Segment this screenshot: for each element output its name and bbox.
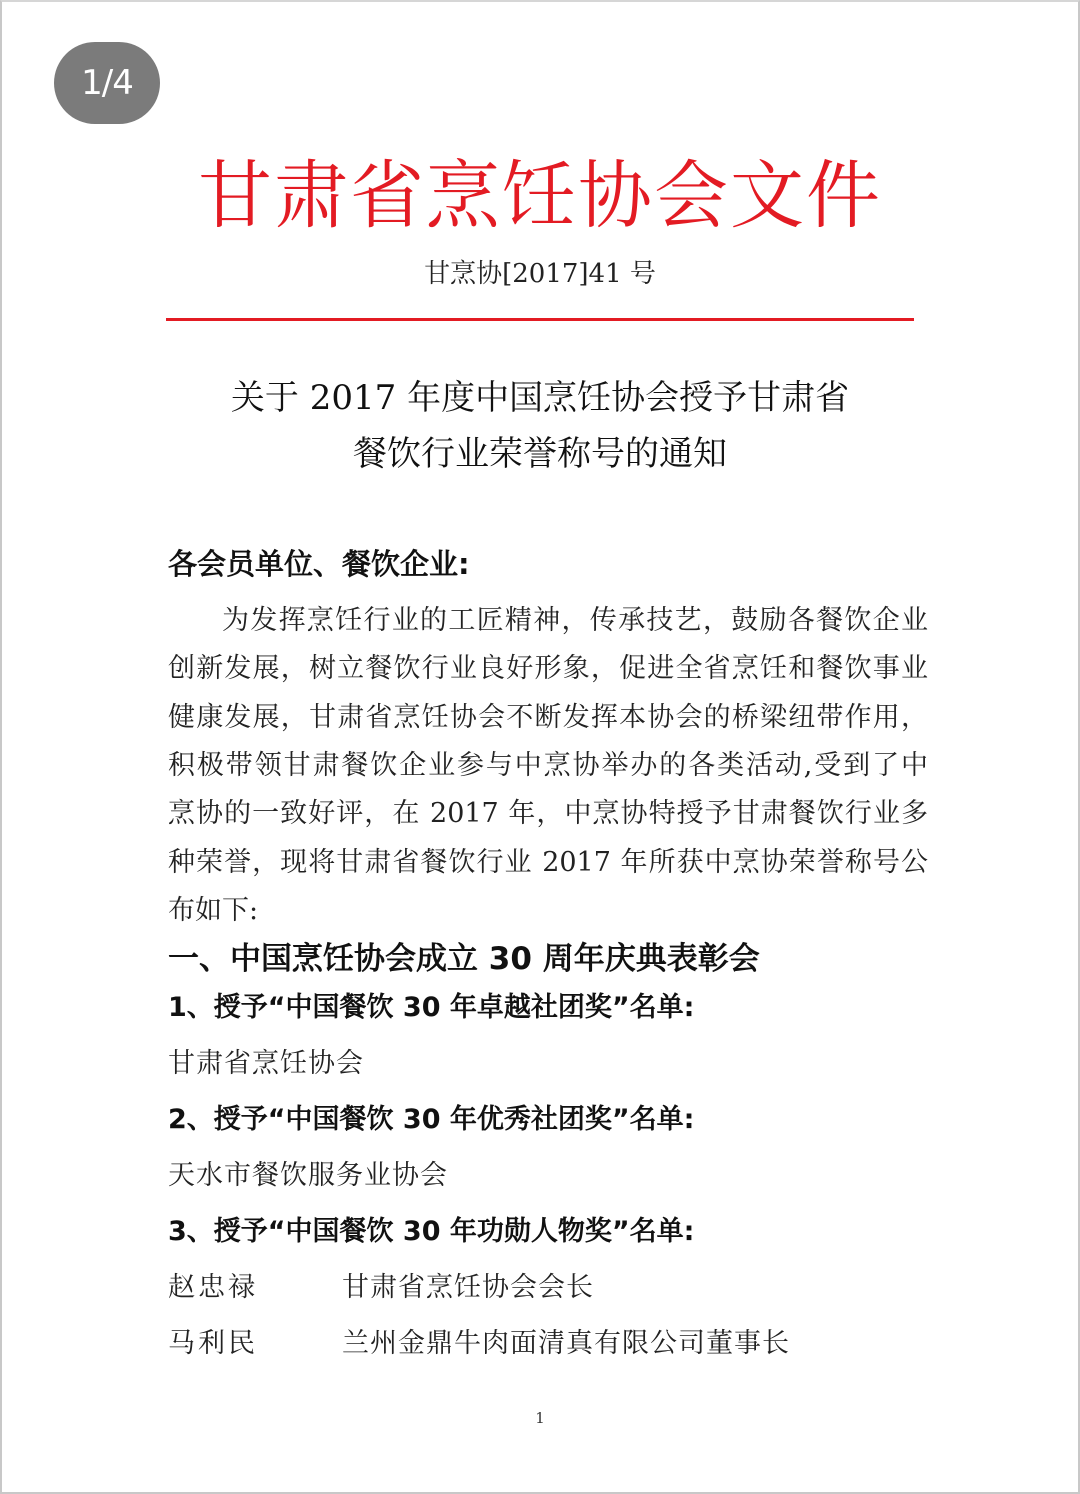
body-paragraph-line: 创新发展，树立餐饮行业良好形象，促进全省烹饪和餐饮事业 bbox=[168, 653, 928, 684]
body-paragraph-line: 种荣誉，现将甘肃省餐饮行业 2017 年所获中烹协荣誉称号公 bbox=[168, 847, 928, 878]
awardee-name: 马利民 bbox=[168, 1328, 258, 1359]
page-indicator-badge: 1/4 bbox=[54, 42, 160, 124]
document-header: 甘肃省烹饪协会文件 bbox=[198, 153, 882, 239]
document-title-line-1: 关于 2017 年度中国烹饪协会授予甘肃省 bbox=[230, 378, 850, 418]
award-recipient: 天水市餐饮服务业协会 bbox=[168, 1160, 448, 1191]
body-paragraph-line: 布如下: bbox=[168, 895, 259, 926]
award-heading: 3、授予“中国餐饮 30 年功勋人物奖”名单: bbox=[168, 1216, 695, 1247]
document-number: 甘烹协[2017]41 号 bbox=[424, 259, 656, 289]
awardee-title: 甘肃省烹饪协会会长 bbox=[342, 1272, 594, 1303]
header-divider bbox=[166, 318, 914, 321]
body-paragraph-line: 积极带领甘肃餐饮企业参与中烹协举办的各类活动,受到了中 bbox=[168, 750, 928, 781]
section-heading: 一、中国烹饪协会成立 30 周年庆典表彰会 bbox=[168, 941, 760, 977]
award-heading: 1、授予“中国餐饮 30 年卓越社团奖”名单: bbox=[168, 992, 695, 1023]
body-paragraph-line: 烹协的一致好评，在 2017 年，中烹协特授予甘肃餐饮行业多 bbox=[168, 798, 928, 829]
body-paragraph-line: 为发挥烹饪行业的工匠精神，传承技艺，鼓励各餐饮企业 bbox=[222, 605, 928, 636]
page-number: 1 bbox=[535, 1409, 545, 1427]
awardee-name: 赵忠禄 bbox=[168, 1272, 258, 1303]
addressee: 各会员单位、餐饮企业: bbox=[168, 547, 470, 581]
document-title-line-2: 餐饮行业荣誉称号的通知 bbox=[353, 434, 727, 474]
award-recipient: 甘肃省烹饪协会 bbox=[168, 1048, 364, 1079]
award-heading: 2、授予“中国餐饮 30 年优秀社团奖”名单: bbox=[168, 1104, 695, 1135]
body-paragraph-line: 健康发展，甘肃省烹饪协会不断发挥本协会的桥梁纽带作用， bbox=[168, 702, 928, 733]
awardee-title: 兰州金鼎牛肉面清真有限公司董事长 bbox=[342, 1328, 790, 1359]
